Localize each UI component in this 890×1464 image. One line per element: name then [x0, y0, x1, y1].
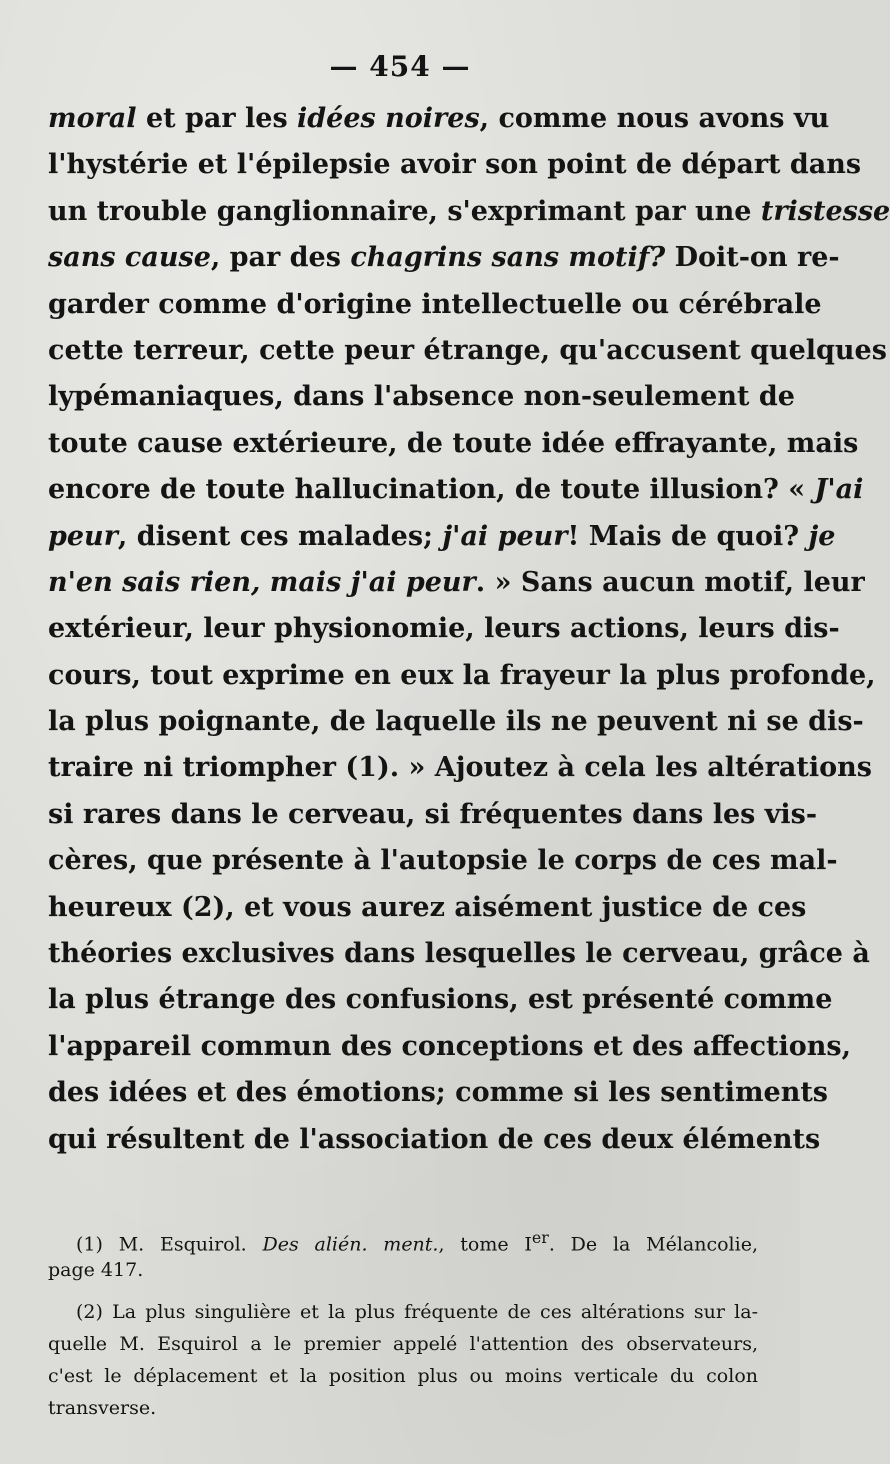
text-segment: la plus poignante, de laquelle ils ne peuvent ni se dis- [48, 706, 864, 738]
footnote-text: . De la Mélancolie, [548, 1233, 758, 1256]
text-segment-italic: n'en sais rien, mais j'ai peur [48, 566, 476, 598]
text-segment-italic: tristesse [760, 195, 890, 227]
text-segment: des idées et des émotions; comme si les sentiments [48, 1077, 828, 1109]
page-number: — 454 — [329, 50, 471, 83]
text-segment: l'hystérie et l'épilepsie avoir son point de départ dans [48, 149, 862, 181]
footnote-superscript: er [531, 1228, 549, 1247]
footnotes [48, 1222, 758, 1424]
text-line [48, 1070, 828, 1116]
text-segment: , par des [210, 242, 351, 274]
text-line [48, 977, 833, 1023]
text-segment-italic: moral [48, 103, 137, 134]
text-segment-italic: idées noires [297, 103, 480, 134]
text-line [48, 282, 822, 328]
text-line [48, 1024, 851, 1070]
text-line [48, 374, 795, 420]
text-segment: cères, que présente à l'autopsie le corps de ces mal- [48, 845, 838, 877]
text-line [48, 328, 887, 374]
footnote-2-line: c'est le déplacement et la position plus ou moins verticale du colon [48, 1365, 758, 1387]
text-line [48, 792, 818, 838]
text-line [48, 235, 840, 281]
text-segment: lypémaniaques, dans l'absence non-seulement de [48, 381, 795, 413]
text-segment: un trouble ganglionnaire, s'exprimant par une [48, 195, 761, 227]
text-segment: l'appareil commun des conceptions et des affections, [48, 1030, 851, 1062]
footnote-text: (1) M. Esquirol. [76, 1233, 263, 1256]
text-segment-italic: sans cause [48, 242, 211, 274]
text-segment: encore de toute hallucination, de toute illusion? « [48, 474, 815, 506]
text-line [48, 885, 807, 931]
text-segment-italic: J'ai [814, 474, 864, 506]
text-segment: , disent ces malades; [117, 520, 443, 552]
text-segment: et par les [136, 103, 298, 134]
text-segment: si rares dans le cerveau, si fréquentes dans les vis- [48, 798, 818, 830]
body-text [48, 96, 890, 1163]
footnote-text: , tome I [438, 1233, 532, 1256]
text-segment: théories exclusives dans lesquelles le cerveau, grâce à [48, 938, 870, 970]
text-line [48, 189, 890, 235]
footnote-2-line: (2) La plus singulière et la plus fréquente de ces altérations sur la- [76, 1301, 758, 1323]
text-segment: garder comme d'origine intellectuelle ou cérébrale [48, 288, 822, 320]
text-segment: heureux (2), et vous aurez aisément justice de ces [48, 891, 807, 923]
text-line [48, 560, 865, 606]
footnote-text-italic: Des alién. ment. [262, 1233, 439, 1256]
text-segment-italic: peur [48, 520, 118, 552]
text-segment: toute cause extérieure, de toute idée effrayante, mais [48, 427, 859, 459]
text-segment: qui résultent de l'association de ces deux éléments [48, 1123, 821, 1155]
footnote-1-line: page 417. [48, 1259, 144, 1281]
text-segment: Doit-on re- [665, 242, 840, 274]
text-line [48, 467, 864, 513]
text-segment: . » Sans aucun motif, leur [475, 566, 865, 598]
text-segment: ! Mais de quoi? [567, 520, 809, 552]
text-line [48, 745, 872, 791]
text-line [48, 421, 859, 467]
text-line [48, 96, 830, 142]
text-segment-italic: chagrins sans motif? [350, 242, 666, 274]
footnote-1-line [48, 1222, 758, 1254]
text-line [48, 931, 870, 977]
text-segment-italic: j'ai peur [442, 520, 568, 552]
text-line [48, 514, 836, 560]
text-line [48, 1117, 821, 1163]
text-segment: extérieur, leur physionomie, leurs actions, leurs dis- [48, 613, 840, 645]
footnote-2-line: quelle M. Esquirol a le premier appelé l'attention des observateurs, [48, 1333, 758, 1355]
text-line [48, 699, 864, 745]
text-line [48, 838, 838, 884]
footnote-2-line: transverse. [48, 1397, 157, 1419]
text-segment: traire ni triompher (1). » Ajoutez à cela les altérations [48, 752, 872, 784]
text-line [48, 606, 840, 652]
text-segment: , comme nous avons vu [479, 103, 830, 134]
text-segment: la plus étrange des confusions, est présenté comme [48, 984, 833, 1016]
footnote-gap [48, 1286, 758, 1296]
text-line [48, 653, 876, 699]
text-segment-italic: je [808, 520, 836, 552]
text-segment: cours, tout exprime en eux la frayeur la plus profonde, [48, 659, 876, 691]
text-segment: cette terreur, cette peur étrange, qu'accusent quelques [48, 334, 887, 366]
text-line [48, 142, 862, 188]
